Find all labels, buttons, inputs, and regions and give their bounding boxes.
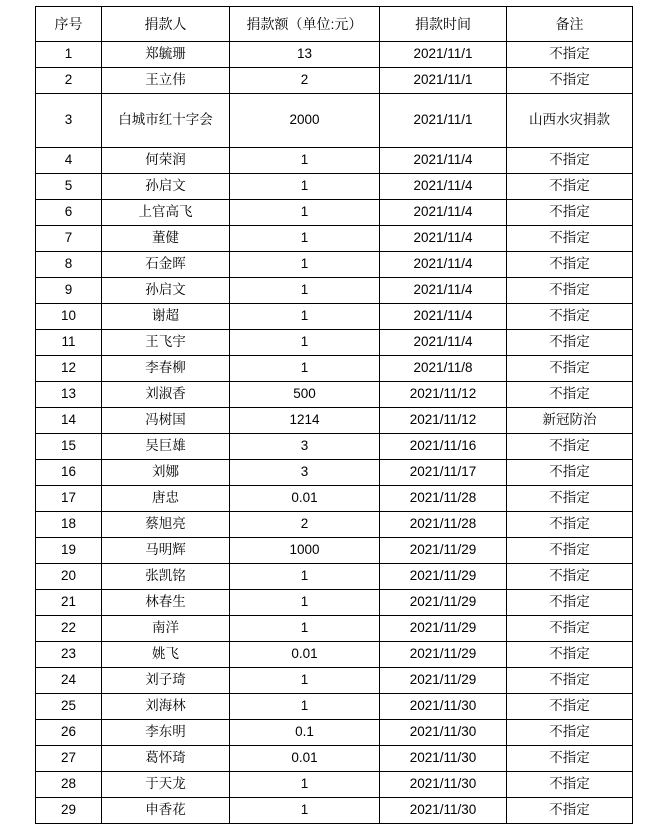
cell-amount: 0.01 (230, 746, 380, 772)
cell-date: 2021/11/30 (380, 772, 507, 798)
cell-date: 2021/11/29 (380, 590, 507, 616)
table-row (36, 226, 633, 252)
cell-date: 2021/11/4 (380, 200, 507, 226)
cell-amount: 1 (230, 772, 380, 798)
cell-amount: 0.01 (230, 486, 380, 512)
cell-date: 2021/11/4 (380, 226, 507, 252)
cell-donor: 张凯铭 (102, 564, 230, 590)
cell-donor: 林春生 (102, 590, 230, 616)
cell-donor: 刘娜 (102, 460, 230, 486)
cell-amount: 2 (230, 68, 380, 94)
cell-donor: 吴巨雄 (102, 434, 230, 460)
cell-donor: 南洋 (102, 616, 230, 642)
cell-index: 12 (36, 356, 102, 382)
table-row (36, 200, 633, 226)
cell-amount: 1 (230, 304, 380, 330)
table-header (36, 7, 633, 42)
cell-amount: 1 (230, 694, 380, 720)
cell-index: 14 (36, 408, 102, 434)
cell-date: 2021/11/17 (380, 460, 507, 486)
table-row (36, 720, 633, 746)
table-row (36, 174, 633, 200)
cell-date: 2021/11/12 (380, 382, 507, 408)
cell-donor: 马明辉 (102, 538, 230, 564)
cell-date: 2021/11/1 (380, 94, 507, 148)
cell-date: 2021/11/29 (380, 564, 507, 590)
table-row (36, 408, 633, 434)
column-header-note: 备注 (507, 7, 633, 42)
cell-note: 不指定 (507, 772, 633, 798)
table-row (36, 538, 633, 564)
cell-date: 2021/11/1 (380, 42, 507, 68)
cell-index: 17 (36, 486, 102, 512)
cell-amount: 3 (230, 434, 380, 460)
cell-donor: 董健 (102, 226, 230, 252)
cell-amount: 1000 (230, 538, 380, 564)
cell-amount: 1 (230, 174, 380, 200)
cell-amount: 1 (230, 252, 380, 278)
cell-index: 27 (36, 746, 102, 772)
cell-date: 2021/11/29 (380, 616, 507, 642)
cell-amount: 0.1 (230, 720, 380, 746)
cell-index: 20 (36, 564, 102, 590)
cell-index: 4 (36, 148, 102, 174)
cell-amount: 3 (230, 460, 380, 486)
cell-note: 不指定 (507, 694, 633, 720)
cell-amount: 1 (230, 330, 380, 356)
cell-note: 不指定 (507, 304, 633, 330)
column-header-date: 捐款时间 (380, 7, 507, 42)
cell-index: 29 (36, 798, 102, 824)
cell-index: 3 (36, 94, 102, 148)
cell-donor: 孙启文 (102, 174, 230, 200)
table-row (36, 590, 633, 616)
table-row (36, 772, 633, 798)
cell-note: 不指定 (507, 278, 633, 304)
cell-note: 不指定 (507, 720, 633, 746)
cell-date: 2021/11/30 (380, 694, 507, 720)
cell-donor: 王飞宇 (102, 330, 230, 356)
cell-donor: 郑毓珊 (102, 42, 230, 68)
cell-index: 16 (36, 460, 102, 486)
cell-donor: 冯树国 (102, 408, 230, 434)
cell-index: 2 (36, 68, 102, 94)
cell-index: 8 (36, 252, 102, 278)
cell-note: 不指定 (507, 200, 633, 226)
cell-donor: 何荣润 (102, 148, 230, 174)
cell-note: 不指定 (507, 330, 633, 356)
cell-amount: 1 (230, 356, 380, 382)
cell-index: 7 (36, 226, 102, 252)
cell-date: 2021/11/28 (380, 512, 507, 538)
cell-amount: 1 (230, 200, 380, 226)
cell-index: 23 (36, 642, 102, 668)
cell-date: 2021/11/4 (380, 174, 507, 200)
cell-index: 25 (36, 694, 102, 720)
donation-table (35, 6, 633, 824)
column-header-amount: 捐款额（单位:元） (230, 7, 380, 42)
cell-index: 5 (36, 174, 102, 200)
table-row (36, 42, 633, 68)
table-row (36, 746, 633, 772)
cell-amount: 500 (230, 382, 380, 408)
cell-amount: 2000 (230, 94, 380, 148)
table-row (36, 668, 633, 694)
cell-note: 不指定 (507, 434, 633, 460)
cell-date: 2021/11/4 (380, 252, 507, 278)
table-row (36, 616, 633, 642)
cell-donor: 申香花 (102, 798, 230, 824)
cell-note: 不指定 (507, 512, 633, 538)
cell-donor: 刘淑香 (102, 382, 230, 408)
cell-donor: 李春柳 (102, 356, 230, 382)
cell-note: 不指定 (507, 486, 633, 512)
cell-index: 11 (36, 330, 102, 356)
cell-note: 不指定 (507, 642, 633, 668)
cell-amount: 1 (230, 668, 380, 694)
cell-date: 2021/11/30 (380, 798, 507, 824)
table-row (36, 94, 633, 148)
cell-note: 不指定 (507, 148, 633, 174)
cell-donor: 李东明 (102, 720, 230, 746)
cell-amount: 1 (230, 564, 380, 590)
cell-date: 2021/11/8 (380, 356, 507, 382)
cell-note: 不指定 (507, 460, 633, 486)
cell-amount: 2 (230, 512, 380, 538)
cell-note: 不指定 (507, 668, 633, 694)
cell-note: 新冠防治 (507, 408, 633, 434)
cell-index: 13 (36, 382, 102, 408)
cell-donor: 刘海林 (102, 694, 230, 720)
cell-note: 不指定 (507, 746, 633, 772)
cell-index: 28 (36, 772, 102, 798)
cell-note: 不指定 (507, 42, 633, 68)
cell-date: 2021/11/28 (380, 486, 507, 512)
cell-note: 不指定 (507, 538, 633, 564)
cell-note: 不指定 (507, 382, 633, 408)
cell-index: 19 (36, 538, 102, 564)
cell-amount: 1 (230, 148, 380, 174)
cell-amount: 1 (230, 278, 380, 304)
table-body (36, 42, 633, 824)
cell-donor: 王立伟 (102, 68, 230, 94)
cell-note: 不指定 (507, 564, 633, 590)
cell-date: 2021/11/12 (380, 408, 507, 434)
table-header-row (36, 7, 633, 42)
cell-note: 不指定 (507, 356, 633, 382)
table-row (36, 512, 633, 538)
column-header-index: 序号 (36, 7, 102, 42)
cell-index: 24 (36, 668, 102, 694)
cell-amount: 1 (230, 798, 380, 824)
cell-donor: 葛怀琦 (102, 746, 230, 772)
cell-donor: 刘子琦 (102, 668, 230, 694)
cell-donor: 于天龙 (102, 772, 230, 798)
table-row (36, 564, 633, 590)
table-row (36, 148, 633, 174)
cell-date: 2021/11/30 (380, 720, 507, 746)
cell-note: 不指定 (507, 590, 633, 616)
cell-index: 9 (36, 278, 102, 304)
cell-index: 6 (36, 200, 102, 226)
table-row (36, 486, 633, 512)
cell-amount: 0.01 (230, 642, 380, 668)
cell-amount: 1 (230, 616, 380, 642)
table-row (36, 68, 633, 94)
cell-index: 10 (36, 304, 102, 330)
table-row (36, 694, 633, 720)
cell-donor: 谢超 (102, 304, 230, 330)
cell-index: 26 (36, 720, 102, 746)
cell-date: 2021/11/16 (380, 434, 507, 460)
cell-amount: 1 (230, 226, 380, 252)
cell-date: 2021/11/29 (380, 668, 507, 694)
table-row (36, 252, 633, 278)
table-row (36, 460, 633, 486)
cell-amount: 1214 (230, 408, 380, 434)
cell-date: 2021/11/4 (380, 330, 507, 356)
cell-donor: 蔡旭亮 (102, 512, 230, 538)
cell-donor: 孙启文 (102, 278, 230, 304)
cell-amount: 1 (230, 590, 380, 616)
cell-donor: 唐忠 (102, 486, 230, 512)
cell-donor: 石金晖 (102, 252, 230, 278)
cell-date: 2021/11/4 (380, 304, 507, 330)
cell-index: 22 (36, 616, 102, 642)
cell-date: 2021/11/4 (380, 278, 507, 304)
cell-date: 2021/11/29 (380, 538, 507, 564)
table-row (36, 642, 633, 668)
cell-index: 15 (36, 434, 102, 460)
table-row (36, 330, 633, 356)
cell-note: 不指定 (507, 616, 633, 642)
table-row (36, 356, 633, 382)
table-row (36, 278, 633, 304)
table-row (36, 304, 633, 330)
cell-note: 山西水灾捐款 (507, 94, 633, 148)
cell-index: 21 (36, 590, 102, 616)
cell-index: 18 (36, 512, 102, 538)
cell-date: 2021/11/29 (380, 642, 507, 668)
cell-donor: 上官高飞 (102, 200, 230, 226)
cell-note: 不指定 (507, 226, 633, 252)
cell-note: 不指定 (507, 68, 633, 94)
column-header-donor: 捐款人 (102, 7, 230, 42)
cell-note: 不指定 (507, 252, 633, 278)
cell-note: 不指定 (507, 174, 633, 200)
cell-date: 2021/11/1 (380, 68, 507, 94)
table-row (36, 434, 633, 460)
table-row (36, 382, 633, 408)
cell-donor: 白城市红十字会 (102, 94, 230, 148)
cell-date: 2021/11/30 (380, 746, 507, 772)
cell-index: 1 (36, 42, 102, 68)
cell-date: 2021/11/4 (380, 148, 507, 174)
cell-note: 不指定 (507, 798, 633, 824)
table-row (36, 798, 633, 824)
cell-donor: 姚飞 (102, 642, 230, 668)
cell-amount: 13 (230, 42, 380, 68)
